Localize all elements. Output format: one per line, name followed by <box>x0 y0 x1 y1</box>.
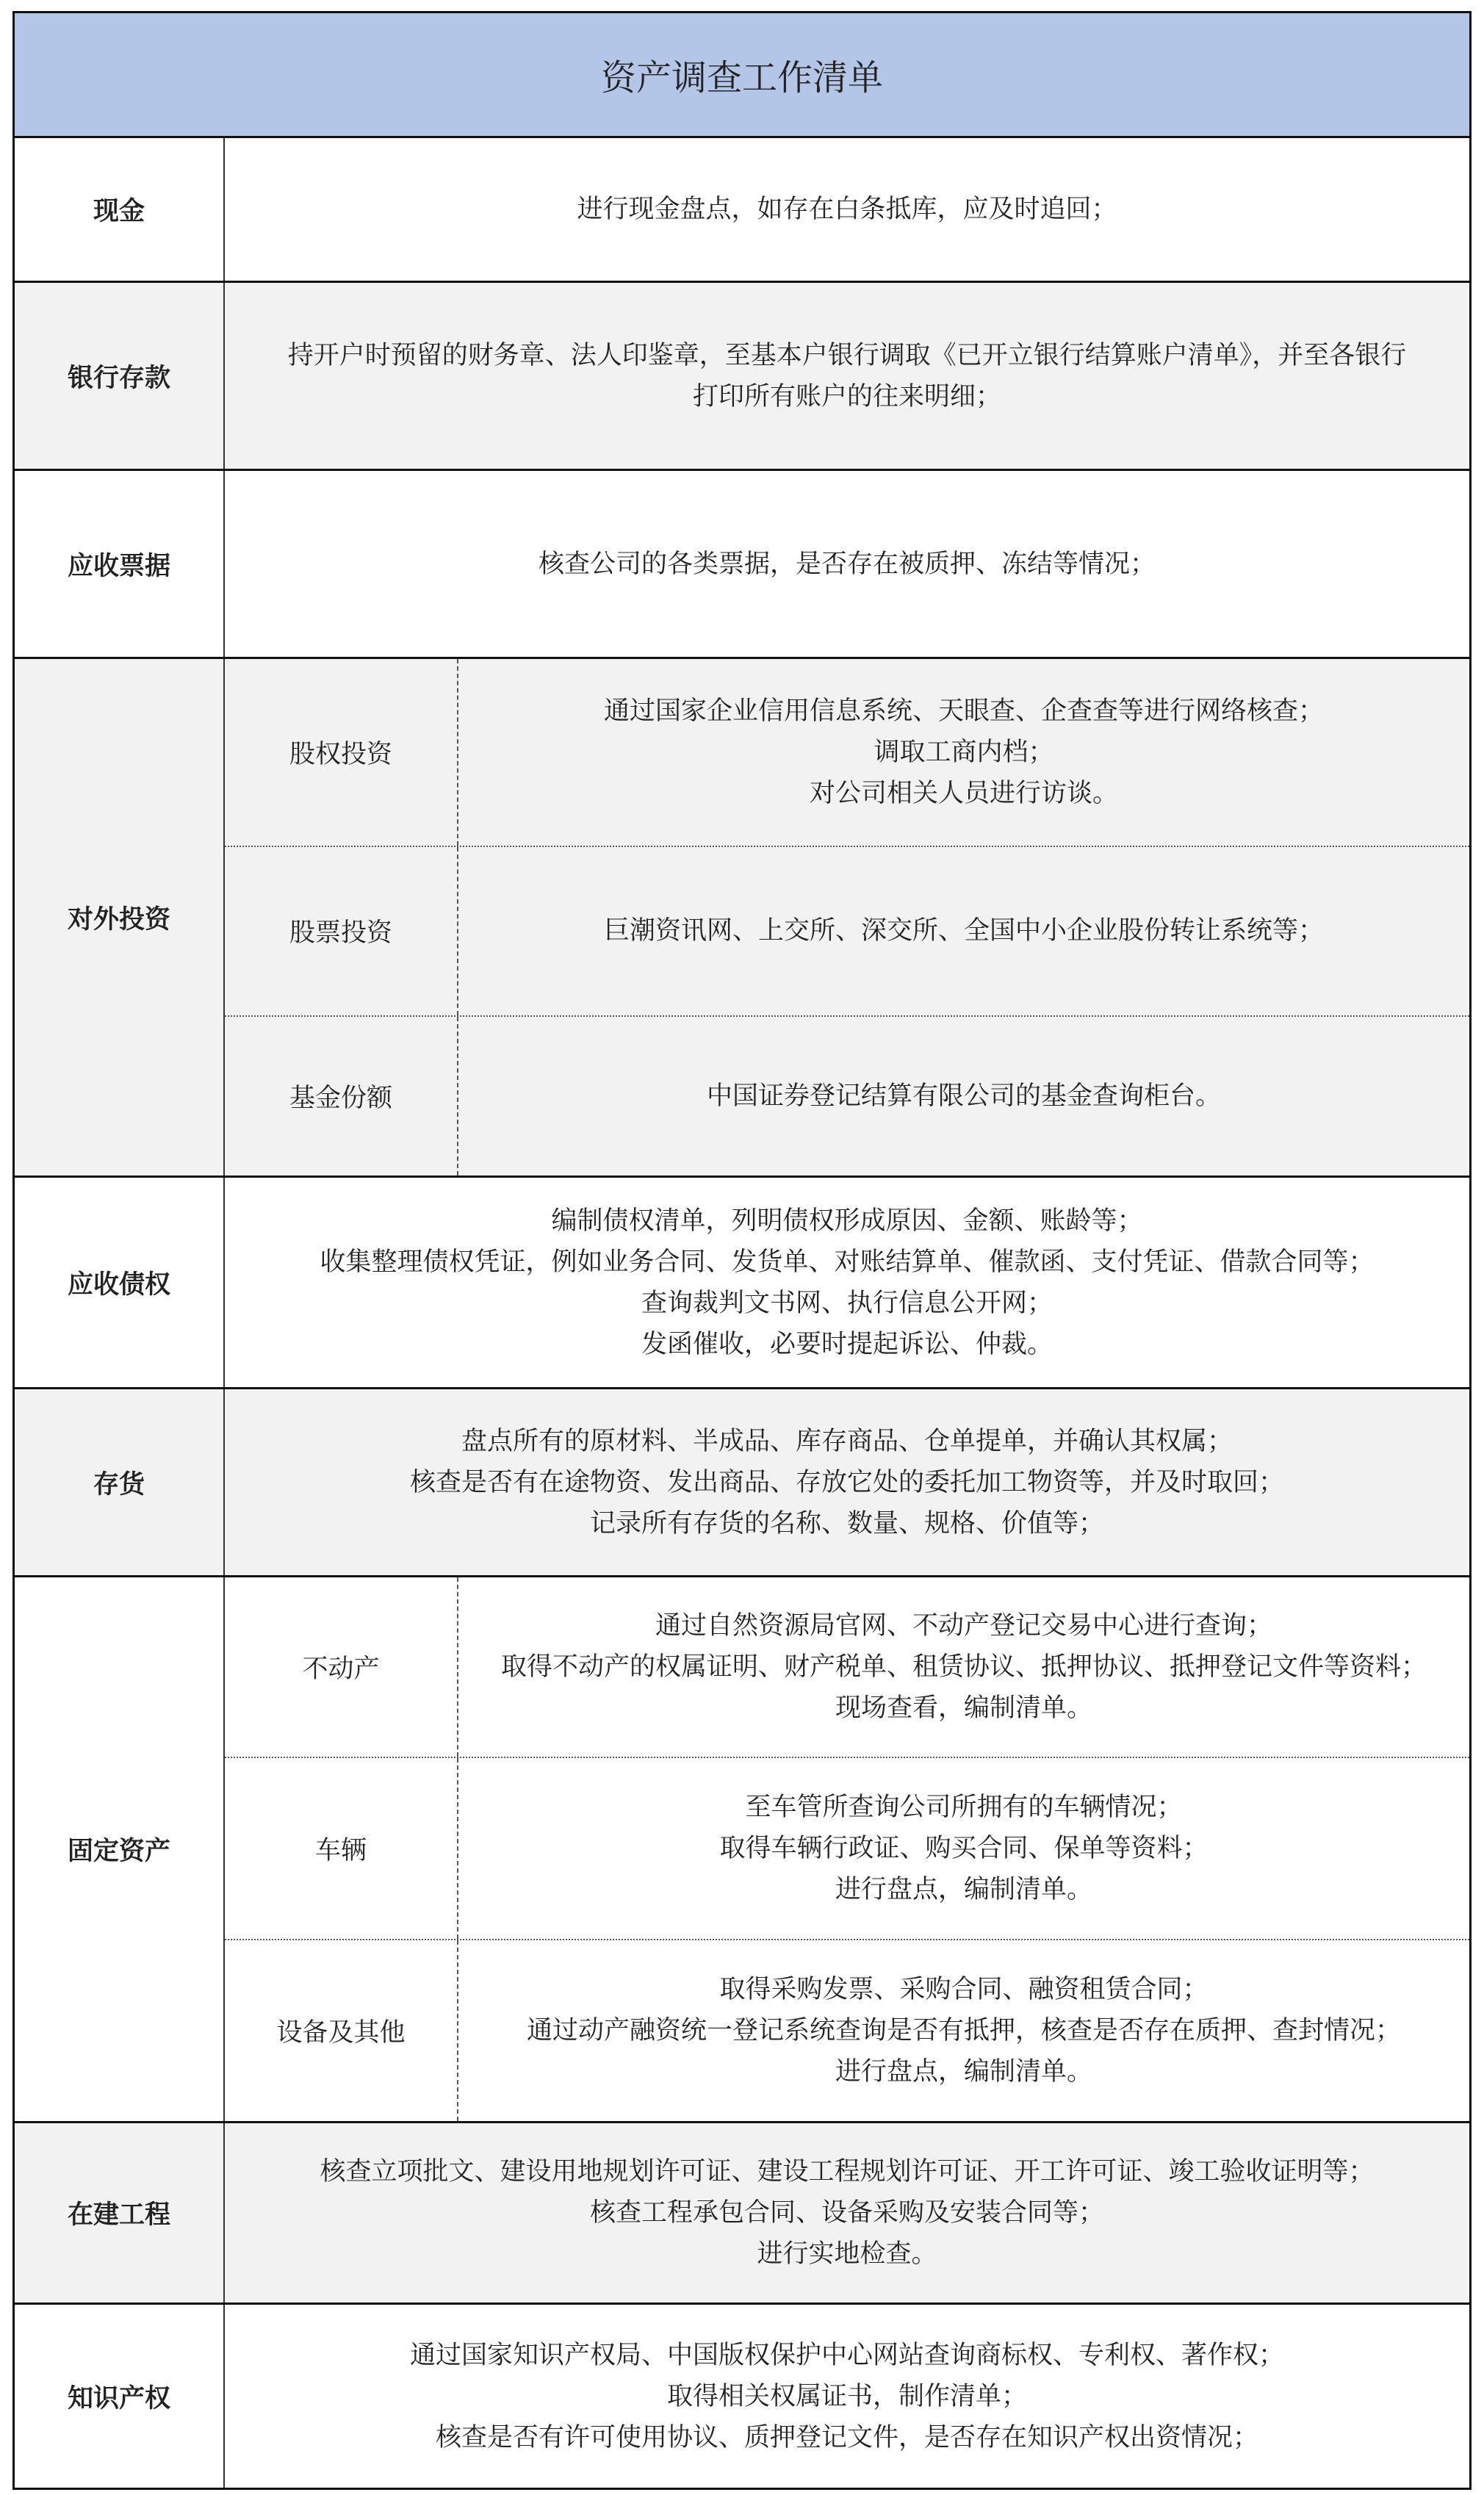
sub-row <box>225 1577 1469 1758</box>
sub-row <box>225 1758 1469 1940</box>
content-line: 调取工商内档； <box>874 737 1054 767</box>
content-line: 进行盘点，编制清单。 <box>835 1875 1092 1904</box>
cell-content <box>458 847 1469 1015</box>
content-line: 进行现金盘点，如存在白条抵库，应及时追回； <box>577 195 1117 224</box>
row-label: 银行存款 <box>15 283 225 469</box>
cell-content <box>225 471 1469 657</box>
content-line: 核查是否有许可使用协议、质押登记文件，是否存在知识产权出资情况； <box>435 2422 1258 2452</box>
content-line: 通过动产融资统一登记系统查询是否有抵押，核查是否存在质押、查封情况； <box>526 2016 1401 2045</box>
content-line: 巨潮资讯网、上交所、深交所、全国中小企业股份转让系统等； <box>603 916 1324 946</box>
row-label: 应收债权 <box>15 1178 225 1387</box>
cell-content <box>458 1577 1469 1757</box>
content-line: 通过国家知识产权局、中国版权保护中心网站查询商标权、专利权、著作权； <box>409 2340 1284 2370</box>
content-line: 取得不动产的权属证明、财产税单、租赁协议、抵押协议、抵押登记文件等资料； <box>500 1652 1427 1682</box>
cell-content <box>225 1178 1469 1387</box>
content-line: 进行盘点，编制清单。 <box>835 2057 1092 2087</box>
cell-content <box>458 1017 1469 1176</box>
row-label: 应收票据 <box>15 471 225 657</box>
content-line: 至车管所查询公司所拥有的车辆情况； <box>745 1793 1183 1822</box>
content-line: 查询裁判文书网、执行信息公开网； <box>641 1288 1053 1318</box>
table-row <box>15 283 1469 471</box>
sub-rows <box>225 659 1469 1176</box>
content-line: 核查公司的各类票据，是否存在被质押、冻结等情况； <box>538 549 1156 579</box>
content-line: 收集整理债权凭证，例如业务合同、发货单、对账结算单、催款函、支付凭证、借款合同等； <box>320 1247 1375 1277</box>
content-line: 发函催收，必要时提起诉讼、仲裁。 <box>641 1329 1053 1359</box>
table-row <box>15 2123 1469 2305</box>
cell-content <box>225 1389 1469 1575</box>
sub-row <box>225 847 1469 1017</box>
cell-content <box>225 2305 1469 2488</box>
content-line: 编制债权清单，列明债权形成原因、金额、账龄等； <box>551 1206 1143 1236</box>
table-row <box>15 659 1469 1178</box>
table-row <box>15 1577 1469 2123</box>
content-line: 核查立项批文、建设用地规划许可证、建设工程规划许可证、开工许可证、竣工验收证明等； <box>320 2157 1375 2186</box>
content-line: 现场查看，编制清单。 <box>835 1693 1092 1723</box>
content-line: 持开户时预留的财务章、法人印鉴章，至基本户银行调取《已开立银行结算账户清单》，并至各银行 <box>287 340 1407 370</box>
sub-row-label: 设备及其他 <box>225 1940 458 2121</box>
row-label: 对外投资 <box>15 659 225 1176</box>
sub-row-label: 车辆 <box>225 1758 458 1939</box>
row-label: 知识产权 <box>15 2305 225 2488</box>
table-row <box>15 138 1469 283</box>
content-line: 取得采购发票、采购合同、融资租赁合同； <box>719 1975 1209 2004</box>
row-label: 现金 <box>15 138 225 281</box>
cell-content <box>458 1940 1469 2121</box>
cell-content <box>458 659 1469 846</box>
sub-row <box>225 1017 1469 1176</box>
table-row <box>15 1178 1469 1389</box>
content-line: 盘点所有的原材料、半成品、库存商品、仓单提单，并确认其权属； <box>461 1426 1233 1456</box>
cell-content <box>225 283 1469 469</box>
content-line: 通过国家企业信用信息系统、天眼查、企查查等进行网络核查； <box>603 696 1324 726</box>
sub-row-label: 不动产 <box>225 1577 458 1757</box>
asset-survey-table <box>12 11 1472 2490</box>
cell-content <box>458 1758 1469 1939</box>
sub-row-label: 股权投资 <box>225 659 458 846</box>
content-line: 核查是否有在途物资、发出商品、存放它处的委托加工物资等，并及时取回； <box>409 1467 1284 1497</box>
content-line: 通过自然资源局官网、不动产登记交易中心进行查询； <box>655 1611 1272 1641</box>
row-label: 存货 <box>15 1389 225 1575</box>
content-line: 记录所有存货的名称、数量、规格、价值等； <box>589 1508 1104 1538</box>
cell-content <box>225 138 1469 281</box>
content-line: 核查工程承包合同、设备采购及安装合同等； <box>589 2198 1104 2228</box>
cell-content <box>225 2123 1469 2303</box>
table-row <box>15 471 1469 659</box>
sub-row-label: 基金份额 <box>225 1017 458 1176</box>
content-line: 取得车辆行政证、购买合同、保单等资料； <box>719 1834 1209 1863</box>
content-line: 中国证券登记结算有限公司的基金查询柜台。 <box>706 1081 1221 1111</box>
row-label: 在建工程 <box>15 2123 225 2303</box>
table-row <box>15 2305 1469 2488</box>
row-label: 固定资产 <box>15 1577 225 2121</box>
sub-row <box>225 1940 1469 2121</box>
sub-row-label: 股票投资 <box>225 847 458 1015</box>
content-line: 取得相关权属证书，制作清单； <box>666 2381 1027 2411</box>
content-line: 打印所有账户的往来明细； <box>692 381 1001 411</box>
sub-rows <box>225 1577 1469 2121</box>
table-row <box>15 1389 1469 1577</box>
content-line: 对公司相关人员进行访谈。 <box>809 778 1118 808</box>
sub-row <box>225 659 1469 847</box>
table-title: 资产调查工作清单 <box>15 13 1469 138</box>
content-line: 进行实地检查。 <box>757 2239 937 2269</box>
